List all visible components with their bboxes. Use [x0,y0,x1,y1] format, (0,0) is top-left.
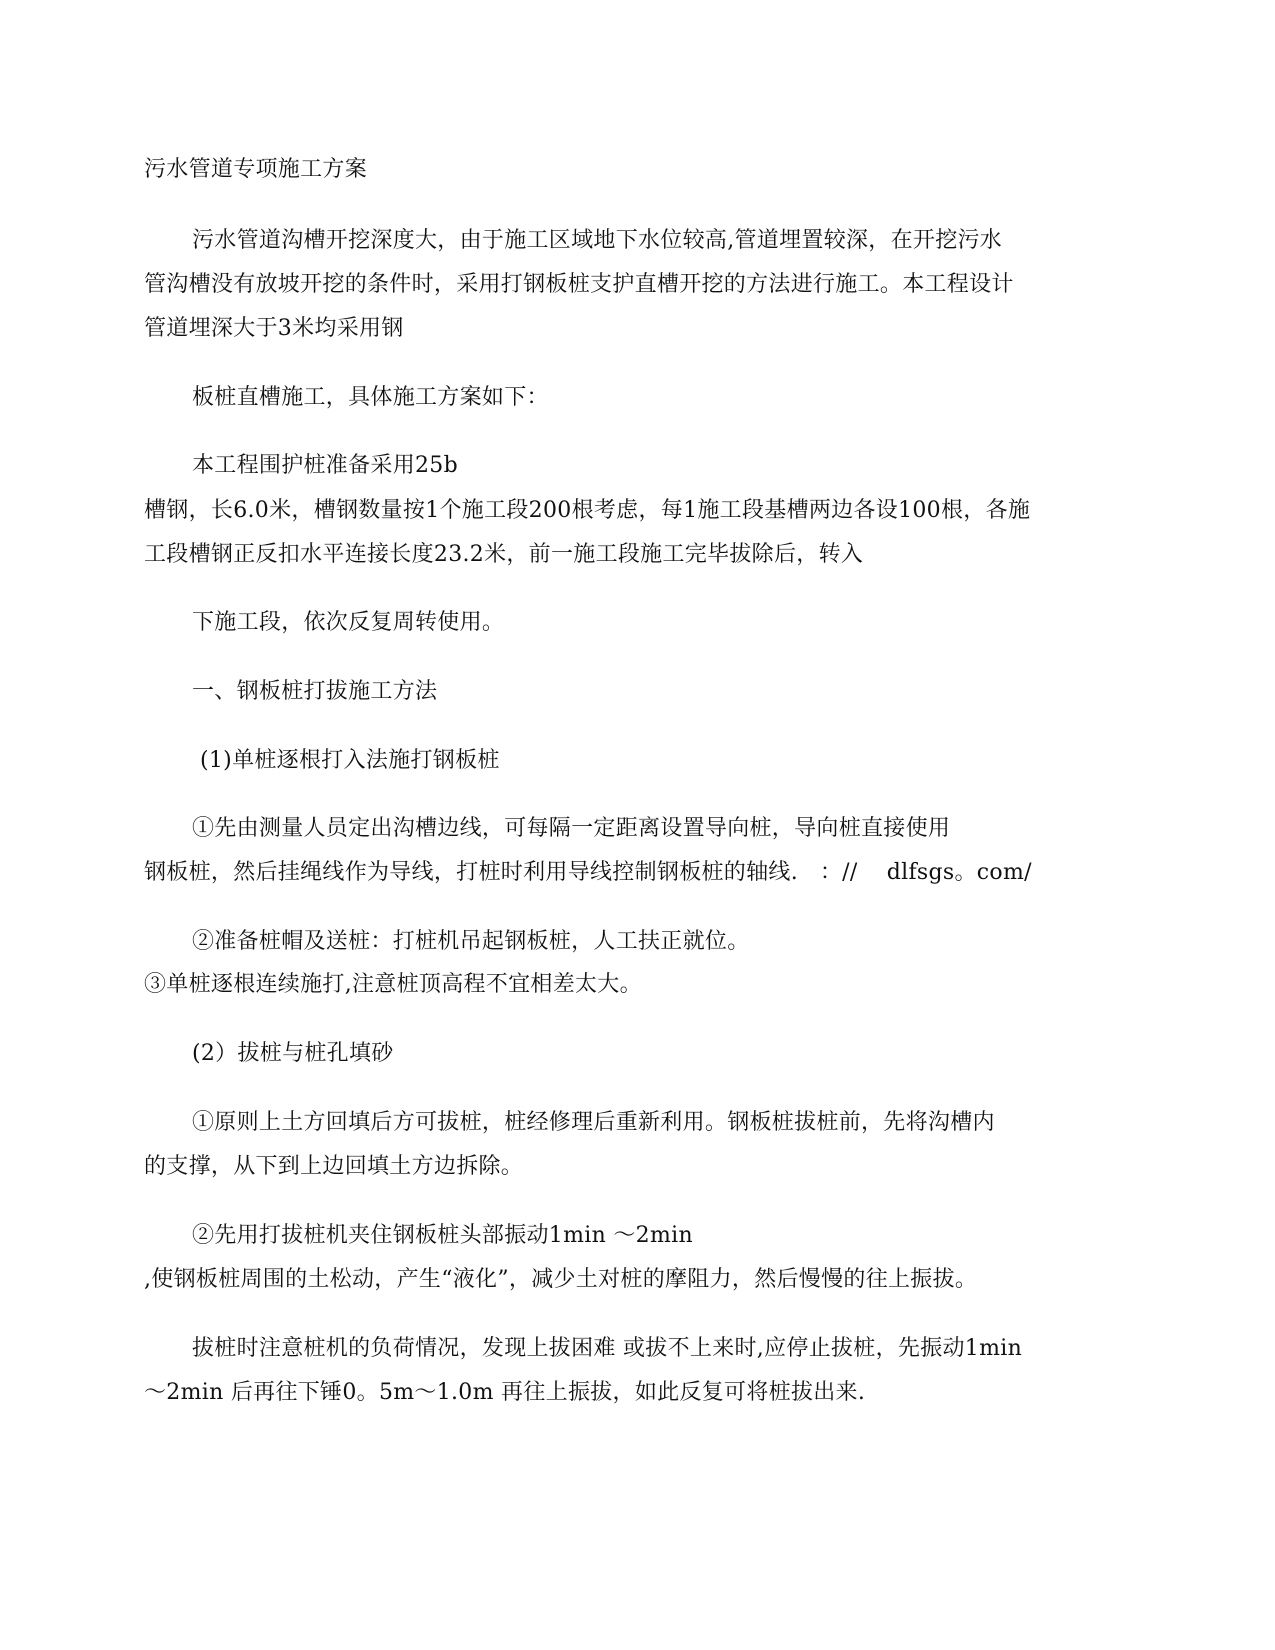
paragraph-line: ①原则上土方回填后方可拔桩，桩经修理后重新利用。钢板桩拔桩前，先将沟槽内 [192,1110,995,1135]
paragraph-line: 工段槽钢正反扣水平连接长度23.2米，前一施工段施工完毕拔除后，转入 [144,542,864,567]
subsection-heading: (2）拔桩与桩孔填砂 [192,1041,394,1066]
paragraph-line: ～2min 后再往下锤0。5m～1.0m 再往上振拔，如此反复可将桩拔出来. [144,1380,866,1405]
paragraph-line: 本工程围护桩准备采用25b [192,453,458,478]
section-heading: 一、钢板桩打拔施工方法 [192,679,438,704]
paragraph-line: 管道埋深大于3米均采用钢 [144,316,404,341]
subsection-heading: (1)单桩逐根打入法施打钢板桩 [200,748,500,773]
paragraph-line: 槽钢，长6.0米，槽钢数量按1个施工段200根考虑，每1施工段基槽两边各设100根，各施 [144,498,1031,523]
paragraph-line: 下施工段，依次反复周转使用。 [192,610,505,635]
paragraph-line: 钢板桩，然后挂绳线作为导线，打桩时利用导线控制钢板桩的轴线. ：// dlfsgs。com/ [144,860,1032,885]
paragraph-line: 拔桩时注意桩机的负荷情况，发现上拔困难 或拔不上来时,应停止拔桩，先振动1min [192,1336,1023,1361]
document-title: 污水管道专项施工方案 [144,157,368,182]
paragraph-line: ②先用打拔桩机夹住钢板桩头部振动1min ～2min [192,1223,693,1248]
paragraph-line: ,使钢板桩周围的土松动，产生“液化”，减少土对桩的摩阻力，然后慢慢的往上振拔。 [144,1267,978,1292]
paragraph-line: ③单桩逐根连续施打,注意桩顶高程不宜相差太大。 [144,972,642,997]
paragraph-line: ①先由测量人员定出沟槽边线，可每隔一定距离设置导向桩，导向桩直接使用 [192,816,951,841]
paragraph-line: ②准备桩帽及送桩：打桩机吊起钢板桩，人工扶正就位。 [192,929,750,954]
paragraph-line: 污水管道沟槽开挖深度大，由于施工区域地下水位较高,管道埋置较深，在开挖污水 [192,228,1003,253]
paragraph-line: 板桩直槽施工，具体施工方案如下： [192,385,549,410]
paragraph-line: 管沟槽没有放坡开挖的条件时，采用打钢板桩支护直槽开挖的方法进行施工。本工程设计 [144,272,1014,297]
paragraph-line: 的支撑，从下到上边回填土方边拆除。 [144,1154,524,1179]
